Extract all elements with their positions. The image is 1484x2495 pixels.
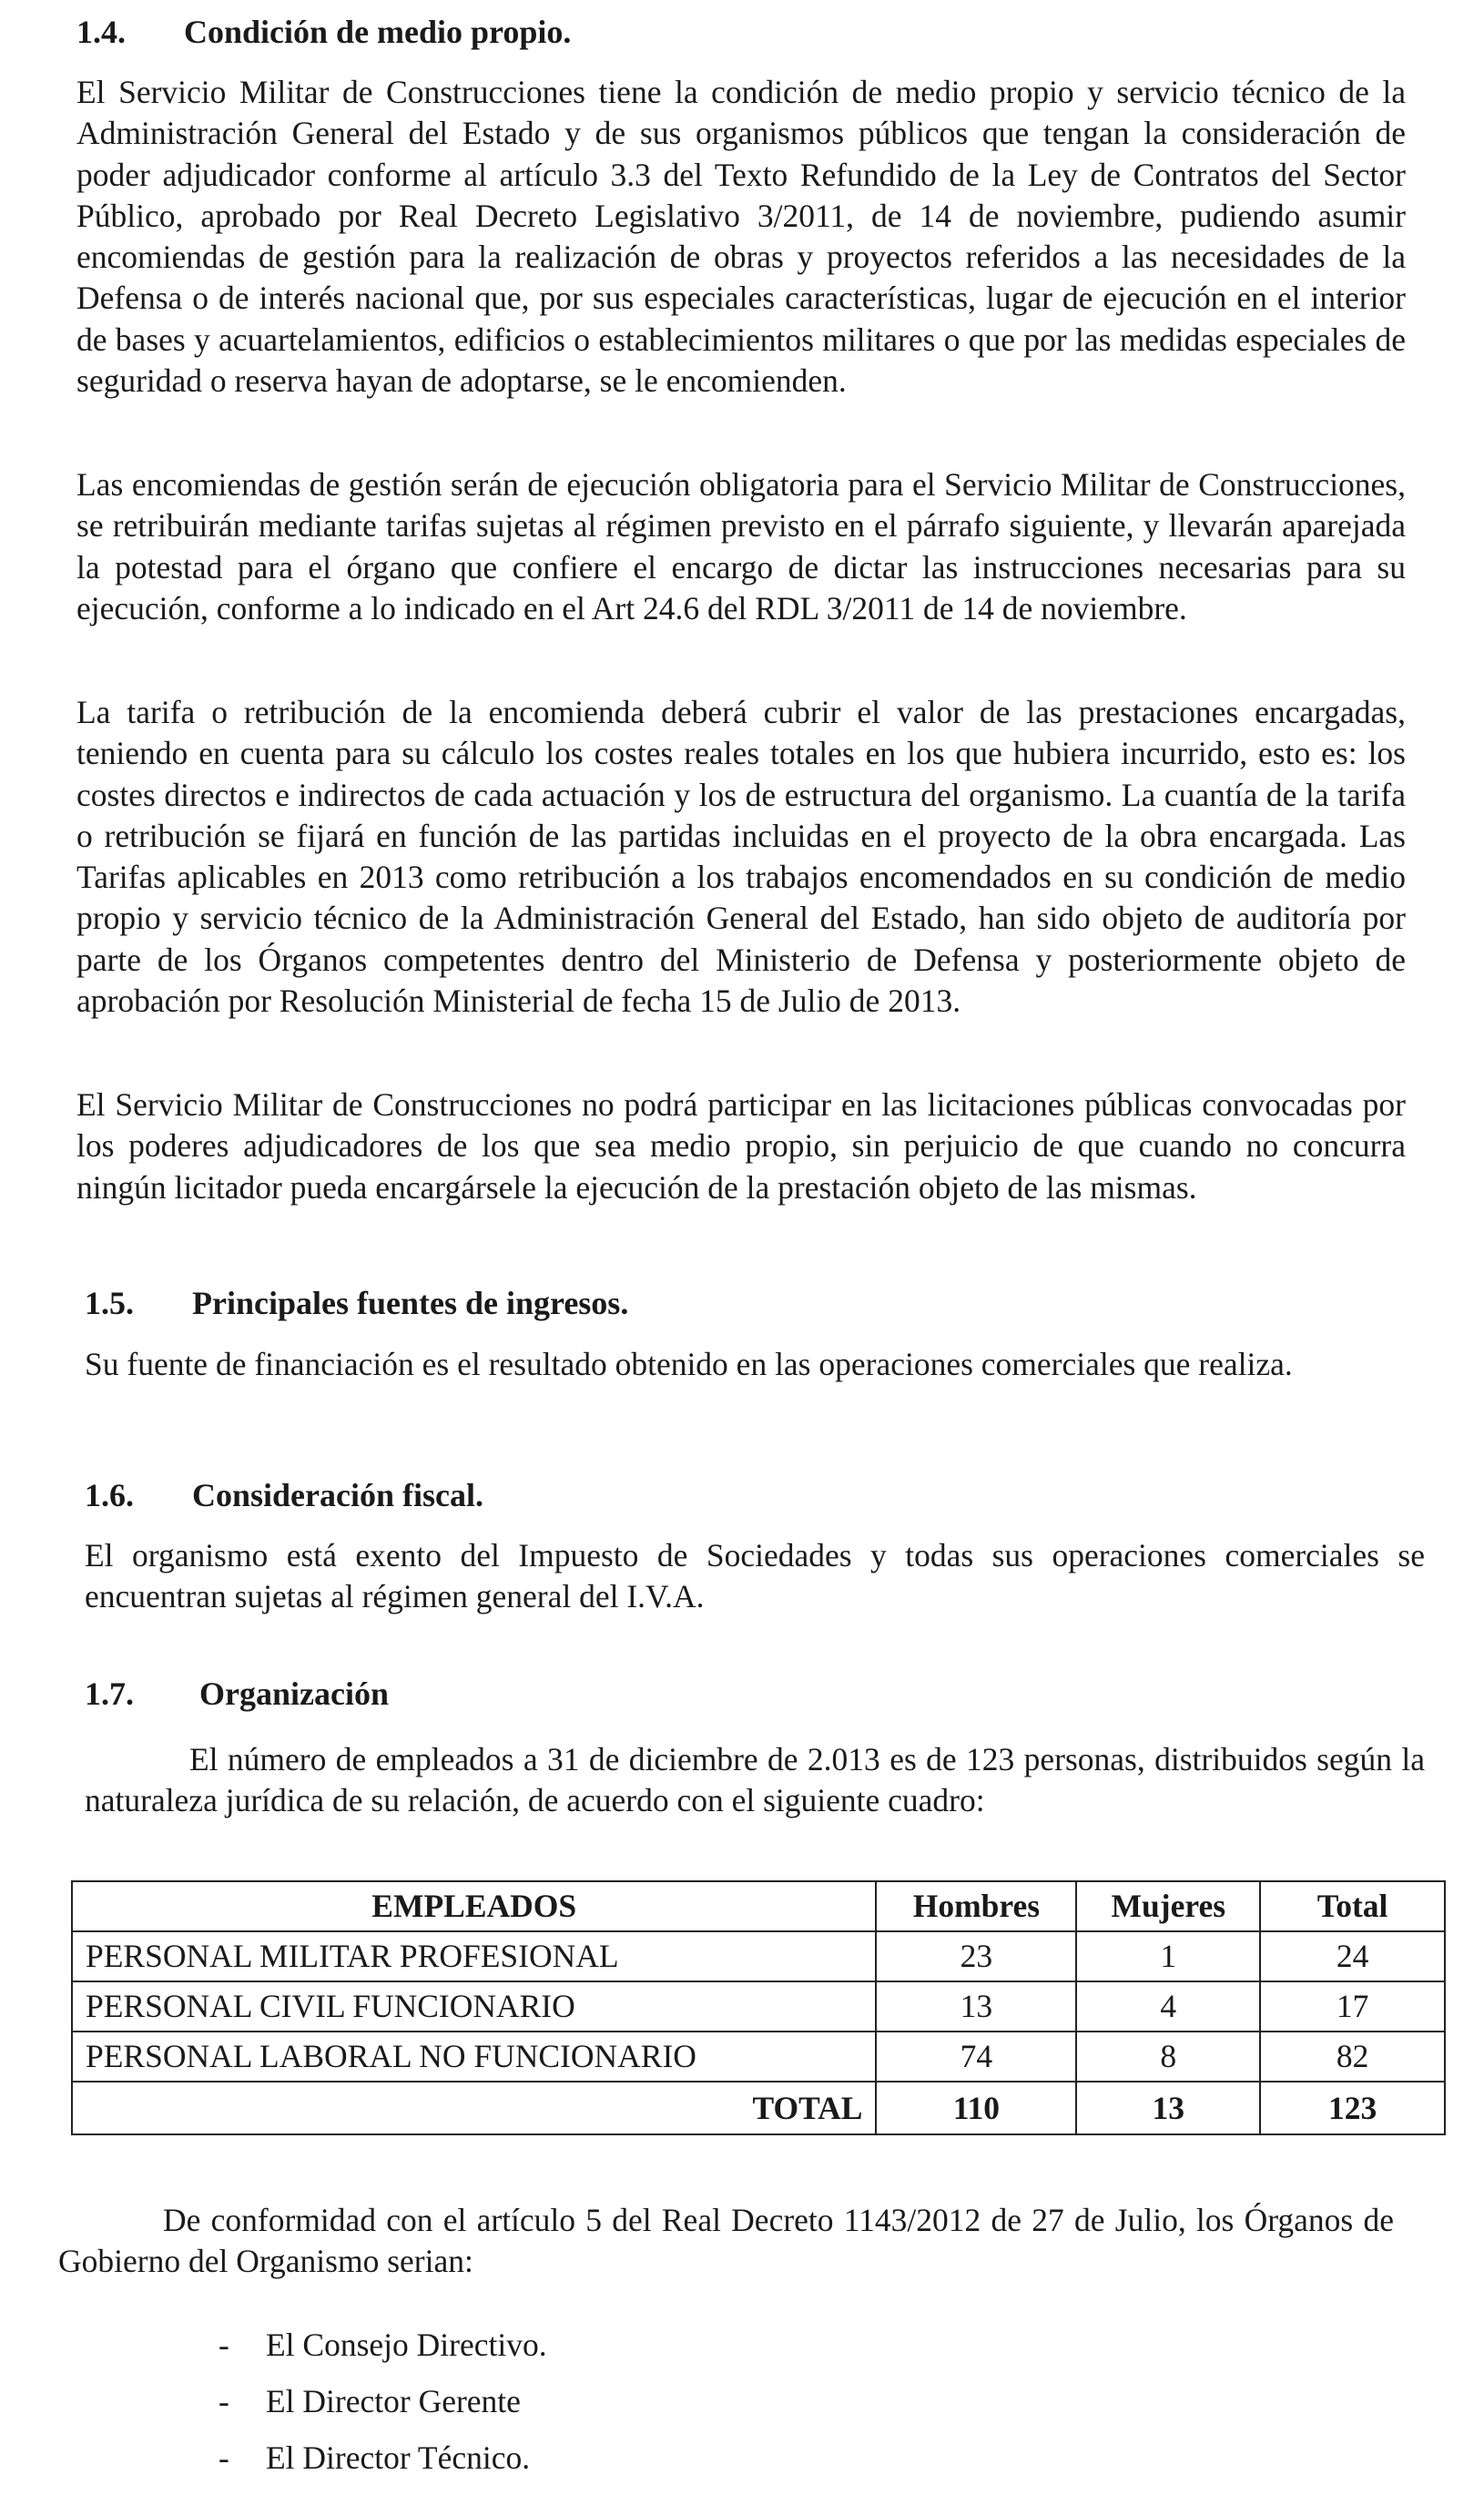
paragraph: El organismo está exento del Impuesto de Sociedades y todas sus operaciones comerciales se encuentran sujetas al régimen general del I.V.A. xyxy=(85,1537,1425,1615)
row-mujeres: 8 xyxy=(1076,2032,1260,2082)
row-label: PERSONAL CIVIL FUNCIONARIO xyxy=(72,1981,876,2032)
section-number: 1.7. xyxy=(85,1675,134,1712)
section-title: Principales fuentes de ingresos. xyxy=(192,1285,629,1321)
table-header-row xyxy=(72,1881,1445,1931)
section-title: Organización xyxy=(199,1675,389,1712)
total-mujeres: 13 xyxy=(1076,2082,1260,2134)
list-item xyxy=(219,2317,547,2373)
section-number: 1.6. xyxy=(85,1477,134,1513)
list-item-text: El Director Gerente xyxy=(266,2383,521,2419)
total-hombres: 110 xyxy=(876,2082,1076,2134)
list-marker: - xyxy=(219,2439,229,2476)
row-total: 24 xyxy=(1260,1931,1445,1981)
row-total: 82 xyxy=(1260,2032,1445,2082)
header-hombres: Hombres xyxy=(876,1881,1076,1931)
row-mujeres: 4 xyxy=(1076,1981,1260,2032)
list-item xyxy=(219,2373,547,2429)
total-label: TOTAL xyxy=(72,2082,876,2134)
section-heading-1-7 xyxy=(85,1674,389,1714)
section-title: Consideración fiscal. xyxy=(192,1477,483,1513)
paragraph: Las encomiendas de gestión serán de ejecución obligatoria para el Servicio Militar de Construcciones, se retribuirán mediante tarifas sujetas al régimen previsto en el párrafo siguiente, y llevarán aparejada la potestad para el órgano que confiere el encargo de dictar las instrucciones necesarias para su ejecución, conforme a lo indicado en el Art 24.6 del RDL 3/2011 de 14 de noviembre. xyxy=(76,466,1406,626)
paragraph: Su fuente de financiación es el resultado obtenido en las operaciones comerciales que realiza. xyxy=(85,1346,1293,1382)
governing-bodies-list xyxy=(219,2317,547,2486)
paragraph: El Servicio Militar de Construcciones tiene la condición de medio propio y servicio técnico de la Administración General del Estado y de sus organismos públicos que tengan la consideración de poder adjudicador conforme al artículo 3.3 del Texto Refundido de la Ley de Contratos del Sector Público, aprobado por Real Decreto Legislativo 3/2011, de 14 de noviembre, pudiendo asumir encomiendas de gestión para la realización de obras y proyectos referidos a las necesidades de la Defensa o de interés nacional que, por sus especiales características, lugar de ejecución en el interior de bases y acuartelamientos, edificios o establecimientos militares o que por las medidas especiales de seguridad o reserva hayan de adoptarse, se le encomienden. xyxy=(76,74,1406,400)
section-heading-1-5 xyxy=(85,1283,628,1323)
section-heading-1-6 xyxy=(85,1475,483,1515)
list-marker: - xyxy=(219,2327,229,2363)
intro-paragraph: El número de empleados a 31 de diciembre de 2.013 es de 123 personas, distribuidos según la naturaleza jurídica de su relación, de acuerdo con el siguiente cuadro: xyxy=(85,1741,1425,1819)
employees-table xyxy=(71,1880,1446,2135)
header-empleados: EMPLEADOS xyxy=(72,1881,876,1931)
row-total: 17 xyxy=(1260,1981,1445,2032)
list-item xyxy=(219,2429,547,2486)
table-row xyxy=(72,2032,1445,2082)
row-hombres: 23 xyxy=(876,1931,1076,1981)
row-mujeres: 1 xyxy=(1076,1931,1260,1981)
list-marker: - xyxy=(219,2383,229,2419)
paragraph: La tarifa o retribución de la encomienda deberá cubrir el valor de las prestaciones encargadas, teniendo en cuenta para su cálculo los costes reales totales en los que hubiera incurrido, esto es: los costes directos e indirectos de cada actuación y los de estructura del organismo. La cuantía de la tarifa o retribución se fijará en función de las partidas incluidas en el proyecto de la obra encargada. Las Tarifas aplicables en 2013 como retribución a los trabajos encomendados en su condición de medio propio y servicio técnico de la Administración General del Estado, han sido objeto de auditoría por parte de los Órganos competentes dentro del Ministerio de Defensa y posteriormente objeto de aprobación por Resolución Ministerial de fecha 15 de Julio de 2013. xyxy=(76,694,1406,1020)
closing-paragraph: De conformidad con el artículo 5 del Real Decreto 1143/2012 de 27 de Julio, los Órganos de Gobierno del Organismo serian: xyxy=(58,2202,1394,2280)
row-hombres: 13 xyxy=(876,1981,1076,2032)
table-row xyxy=(72,1931,1445,1981)
table-row xyxy=(72,1981,1445,2032)
list-item-text: El Director Técnico. xyxy=(266,2439,531,2476)
section-number: 1.4. xyxy=(76,14,126,50)
list-item-text: El Consejo Directivo. xyxy=(266,2327,547,2363)
section-title: Condición de medio propio. xyxy=(184,14,572,50)
header-mujeres: Mujeres xyxy=(1076,1881,1260,1931)
table-total-row xyxy=(72,2082,1445,2134)
row-hombres: 74 xyxy=(876,2032,1076,2082)
header-total: Total xyxy=(1260,1881,1445,1931)
row-label: PERSONAL MILITAR PROFESIONAL xyxy=(72,1931,876,1981)
total-total: 123 xyxy=(1260,2082,1445,2134)
section-number: 1.5. xyxy=(85,1285,134,1321)
paragraph: El Servicio Militar de Construcciones no podrá participar en las licitaciones públicas convocadas por los poderes adjudicadores de los que sea medio propio, sin perjuicio de que cuando no concurra ningún licitador pueda encargársele la ejecución de la prestación objeto de las mismas. xyxy=(76,1086,1406,1206)
section-heading-1-4 xyxy=(76,12,571,52)
row-label: PERSONAL LABORAL NO FUNCIONARIO xyxy=(72,2032,876,2082)
